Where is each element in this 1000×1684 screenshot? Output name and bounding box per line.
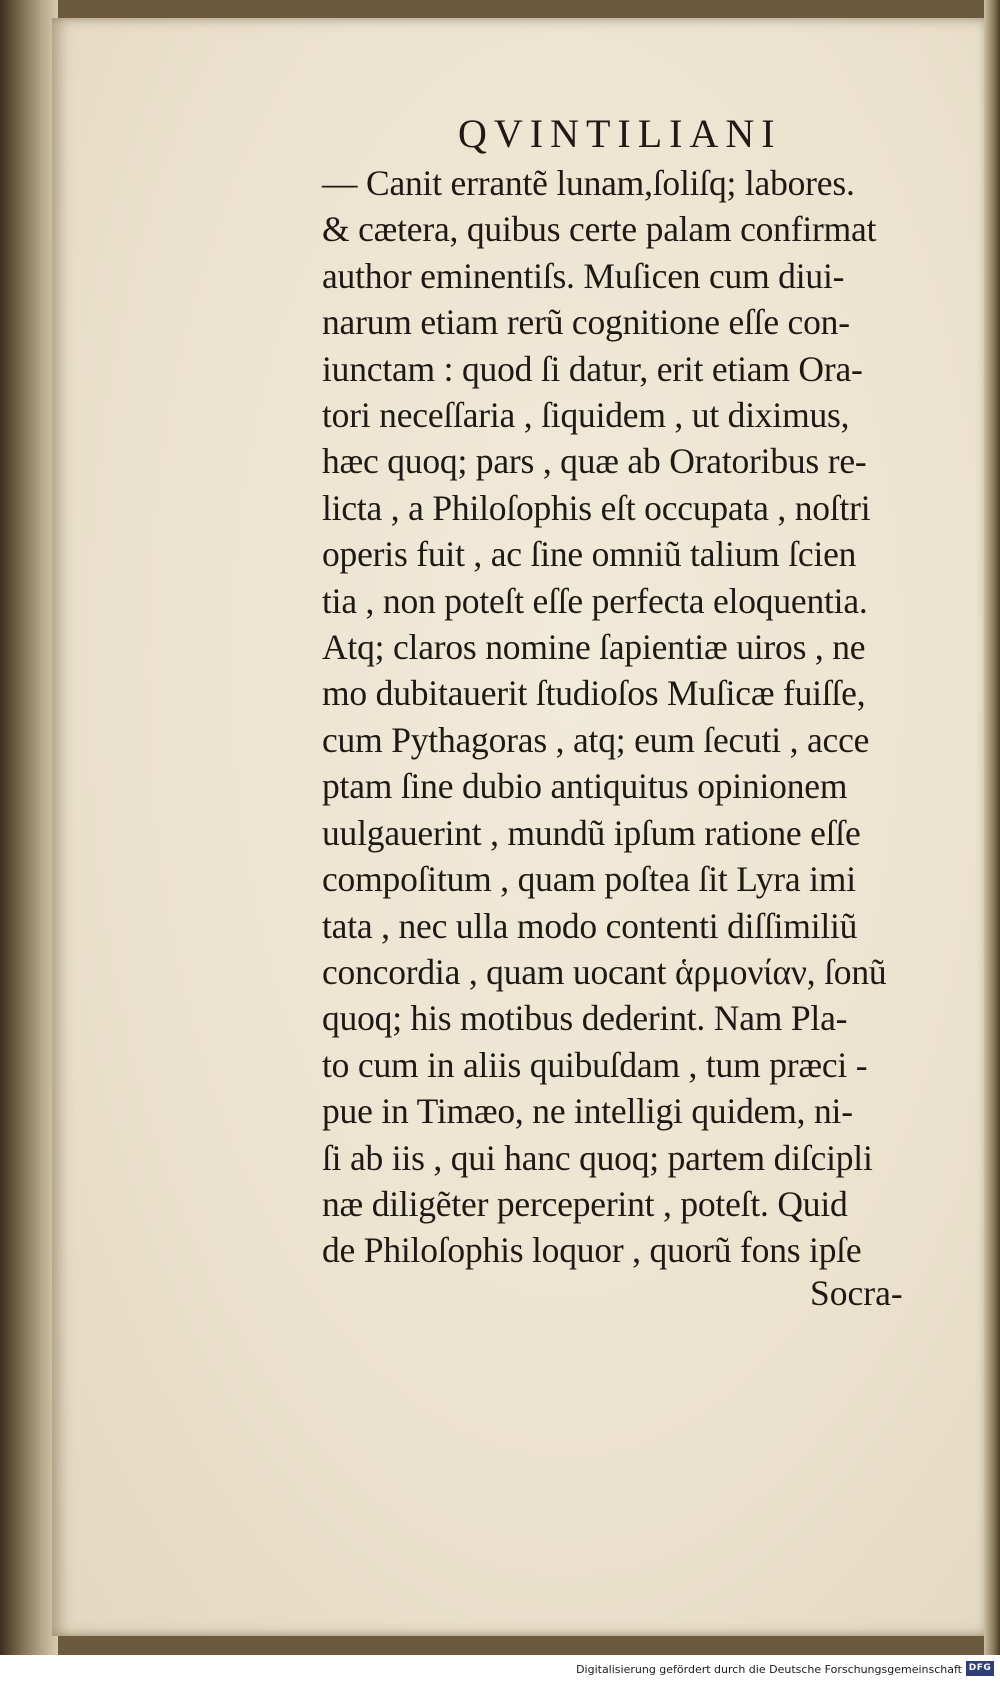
text-line: pue in Timæo, ne intelligi quidem, ni- bbox=[322, 1091, 853, 1132]
text-line: author eminentiſs. Muſicen cum diui- bbox=[322, 255, 845, 296]
text-line: hæc quoq; pars , quæ ab Oratoribus re- bbox=[322, 441, 867, 482]
text-line: operis fuit , ac ſine omniũ talium ſcien bbox=[322, 534, 857, 575]
text-line: uulgauerint , mundũ ipſum ratione eſſe bbox=[322, 812, 861, 853]
text-line: ptam ſine dubio antiquitus opinionem bbox=[322, 766, 848, 807]
running-head: QVINTILIANI bbox=[458, 111, 782, 156]
text-line: næ diligẽter perceperint , poteſt. Quid bbox=[322, 1183, 848, 1224]
text-line: ſi ab iis , qui hanc quoq; partem diſcipli bbox=[322, 1137, 873, 1178]
page-right-edge bbox=[984, 0, 1000, 1655]
text-line: tia , non poteſt eſſe perfecta eloquentia. bbox=[322, 580, 868, 621]
text-line: concordia , quam uocant ἁρμονίαν, ſonũ bbox=[322, 951, 887, 992]
text-line: cum Pythagoras , atq; eum ſecuti , acce bbox=[322, 719, 870, 760]
text-line: iunctam : quod ſi datur, erit etiam Ora- bbox=[322, 348, 863, 389]
book-spine-edge bbox=[0, 0, 58, 1655]
text-line: licta , a Philoſophis eſt occupata , noſtri bbox=[322, 487, 871, 528]
text-line: quoq; his motibus dederint. Nam Pla- bbox=[322, 998, 848, 1039]
text-line: de Philoſophis loquor , quorũ fons ipſe bbox=[322, 1230, 862, 1271]
text-line: Atq; claros nomine ſapientiæ uiros , ne bbox=[322, 627, 866, 668]
funding-credit: Digitalisierung gefördert durch die Deutsche Forschungsgemeinschaft bbox=[576, 1663, 962, 1676]
text-line: mo dubitauerit ſtudioſos Muſicæ fuiſſe, bbox=[322, 673, 866, 714]
text-line: tata , nec ulla modo contenti diſſimiliũ bbox=[322, 905, 858, 946]
text-line: narum etiam rerũ cognitione eſſe con- bbox=[322, 302, 850, 343]
body-text bbox=[322, 160, 968, 1274]
text-line: to cum in aliis quibuſdam , tum præci - bbox=[322, 1044, 868, 1085]
text-line: tori neceſſaria , ſiquidem , ut diximus, bbox=[322, 395, 850, 436]
catchword: Socra- bbox=[810, 1273, 903, 1313]
footer-bar bbox=[0, 1655, 1000, 1684]
text-line: & cætera, quibus certe palam confirmat bbox=[322, 209, 877, 250]
text-line: — Canit errantẽ lunam,ſoliſq; labores. bbox=[322, 163, 855, 203]
text-line: compoſitum , quam poſtea ſit Lyra imi bbox=[322, 859, 856, 900]
dfg-logo-icon: DFG bbox=[966, 1661, 994, 1676]
